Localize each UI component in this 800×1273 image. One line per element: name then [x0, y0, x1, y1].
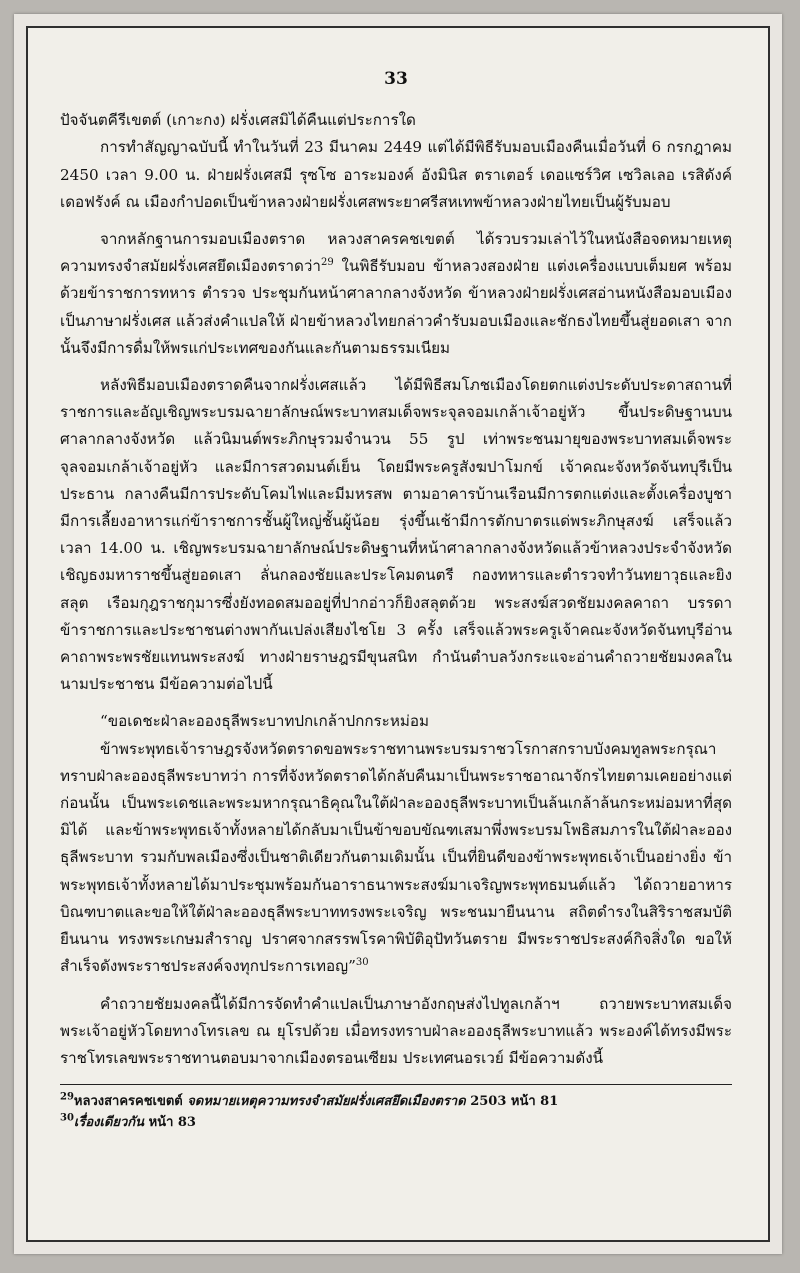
footnote-30-title: เรื่องเดียวกัน [73, 1115, 145, 1131]
footnote-30-detail: หน้า 83 [148, 1115, 196, 1131]
paragraph-2: การทำสัญญาฉบับนี้ ทำในวันที่ 23 มีนาคม 2449 แต่ได้มีพิธีรับมอบเมืองคืนเมื่อวันที่ 6 กรกฎาคม 2450 เวลา 9.00 น. ฝ่ายฝรั่งเศสมี รุซโซ อาระมองค์ อังมินิส ตราเตอร์ เดอแซร์วิศ เซวิลเลอ เรสิดังค์ เดอฟรังค์ ณ เมืองกำปอดเป็นข้าหลวงฝ่ายฝรั่งเศสพระยาศรีสหเทพข้าหลวงฝ่ายไทยเป็นผู้รับมอบ [60, 138, 732, 211]
page-number: 33 [384, 69, 408, 89]
footnote-29-detail: 2503 หน้า 81 [470, 1094, 559, 1110]
page-content [60, 66, 732, 1133]
book-page [14, 14, 782, 1254]
quote-text: ข้าพระพุทธเจ้าราษฎรจังหวัดตราดขอพระราชทานพระบรมราชวโรกาสกราบบังคมทูลพระกรุณาทราบฝ่าละอองธุลีพระบาทว่า การที่จังหวัดตราดได้กลับคืนมาเป็นพระราชอาณาจักรไทยตามเคยอย่างแต่ก่อนนั้น เป็นพระเดชและพระมหากรุณาธิคุณในใต้ฝ่าละอองธุลีพระบาทเป็นล้นเกล้าล้นกระหม่อมหาที่สุดมิได้ และข้าพระพุทธเจ้าทั้งหลายได้กลับมาเป็นข้าขอบขัณฑเสมาพึ่งพระบรมโพธิสมภารในใต้ฝ่าละอองธุลีพระบาท รวมกับพลเมืองซึ่งเป็นชาติเดียวกันตามเดิมนั้น เป็นที่ยินดีของข้าพระพุทธเจ้าเป็นอย่างยิ่ง ข้าพระพุทธเจ้าทั้งหลายได้มาประชุมพร้อมกันอาราธนาพระสงฆ์มาเจริญพระพุทธมนต์แล้ว ได้ถวายอาหารบิณฑบาตและขอให้ใต้ฝ่าละอองธุลีพระบาททรงพระเจริญ พระชนมายืนนาน สถิตดำรงในสิริราชสมบัติยืนนาน ทรงพระเกษมสำราญ ปราศจากสรรพโรคาพิบัติอุปัทวันตราย มีพระราชประสงค์กิจสิ่งใด ขอให้สำเร็จดังพระราชประสงค์จงทุกประการเทอญ” [60, 739, 732, 976]
footnote-29-author: หลวงสาครคชเขตต์ [73, 1094, 183, 1110]
footnote-29-title: จดหมายเหตุความทรงจำสมัยฝรั่งเศสยึดเมืองตราด [187, 1094, 466, 1110]
footnote-30 [60, 1112, 732, 1133]
footnote-ref-29: 29 [320, 257, 334, 269]
quote-opening: “ขอเดชะฝ่าละอองธุลีพระบาทปกเกล้าปกกระหม่อม [100, 712, 429, 731]
paragraph-3-part-1: จากหลักฐานการมอบเมืองตราด หลวงสาครคชเขตต์ ได้รวบรวมเล่าไว้ในหนังสือจดหมายเหตุความทรงจำสมัยฝรั่งเศสยึดเมืองตราดว่า [60, 230, 732, 276]
paragraph-4: หลังพิธีมอบเมืองตราดคืนจากฝรั่งเศสแล้ว ได้มีพิธีสมโภชเมืองโดยตกแต่งประดับประดาสถานที่ราชการและอัญเชิญพระบรมฉายาลักษณ์พระบาทสมเด็จพระจุลจอมเกล้าเจ้าอยู่หัว ขึ้นประดิษฐานบนศาลากลางจังหวัด แล้วนิมนต์พระภิกษุรวมจำนวน 55 รูป เท่าพระชนมายุของพระบาทสมเด็จพระจุลจอมเกล้าเจ้าอยู่หัว และมีการสวดมนต์เย็น โดยมีพระครูสังฆปาโมกข์ เจ้าคณะจังหวัดจันทบุรีเป็นประธาน กลางคืนมีการประดับโคมไฟและมีมหรสพ ตามอาคารบ้านเรือนมีการตกแต่งและตั้งเครื่องบูชา มีการเลี้ยงอาหารแก่ข้าราชการชั้นผู้ใหญ่ชั้นผู้น้อย รุ่งขึ้นเช้ามีการตักบาตรแด่พระภิกษุสงฆ์ เสร็จแล้วเวลา 14.00 น. เชิญพระบรมฉายาลักษณ์ประดิษฐานที่หน้าศาลากลางจังหวัดแล้วข้าหลวงประจำจังหวัดเชิญธงมหาราชขึ้นสู่ยอดเสา ลั่นกลองชัยและประโคมดนตรี กองทหารและตำรวจทำวันทยาวุธและยิงสลุต เรือมกุฎราชกุมารซึ่งยังทอดสมออยู่ที่ปากอ่าวก็ยิงสลุตด้วย พระสงฆ์สวดชัยมงคลคาถา บรรดาข้าราชการและประชาชนต่างพากันเปล่งเสียงไชโย 3 ครั้ง เสร็จแล้วพระครูเจ้าคณะจังหวัดจันทบุรีอ่านคาถาพระพรชัยแทนพระสงฆ์ ทางฝ่ายราษฎรมีขุนสนิท กำนันตำบลวังกระแจะอ่านคำถวายชัยมงคลในนามประชาชน มีข้อความต่อไปนี้ [60, 376, 732, 694]
paragraph-1: ปัจจันตคีรีเขตต์ (เกาะกง) ฝรั่งเศสมิได้คืนแต่ประการใด [60, 111, 416, 130]
footnote-ref-30: 30 [355, 957, 369, 969]
footnote-29 [60, 1091, 732, 1112]
footnote-30-number: 30 [60, 1112, 74, 1124]
quote-body [60, 736, 732, 981]
paragraph-3-part-2: ในพิธีรับมอบ ข้าหลวงสองฝ่าย แต่งเครื่องแบบเต็มยศ พร้อมด้วยข้าราชการทหาร ตำรวจ ประชุมกันหน้าศาลากลางจังหวัด ข้าหลวงฝ่ายฝรั่งเศสอ่านหนังสือมอบเมืองเป็นภาษาฝรั่งเศส แล้วส่งคำแปลให้ ฝ่ายข้าหลวงไทยกล่าวคำรับมอบเมืองและชักธงไทยขึ้นสู่ยอดเสา จากนั้นจึงมีการดื่มให้พรแก่ประเทศของกันและกันตามธรรมเนียม [60, 257, 732, 357]
paragraph-5: คำถวายชัยมงคลนี้ได้มีการจัดทำคำแปลเป็นภาษาอังกฤษส่งไปทูลเกล้าฯ ถวายพระบาทสมเด็จพระเจ้าอยู่หัวโดยทางโทรเลข ณ ยุโรปด้วย เมื่อทรงทราบฝ่าละอองธุลีพระบาทแล้ว พระองค์ได้ทรงมีพระราชโทรเลขพระราชทานตอบมาจากเมืองตรอนเซียม ประเทศนอรเวย์ มีข้อความดังนี้ [60, 994, 732, 1067]
footnote-divider [60, 1084, 732, 1085]
footnote-29-number: 29 [60, 1091, 74, 1103]
paragraph-3 [60, 226, 732, 362]
